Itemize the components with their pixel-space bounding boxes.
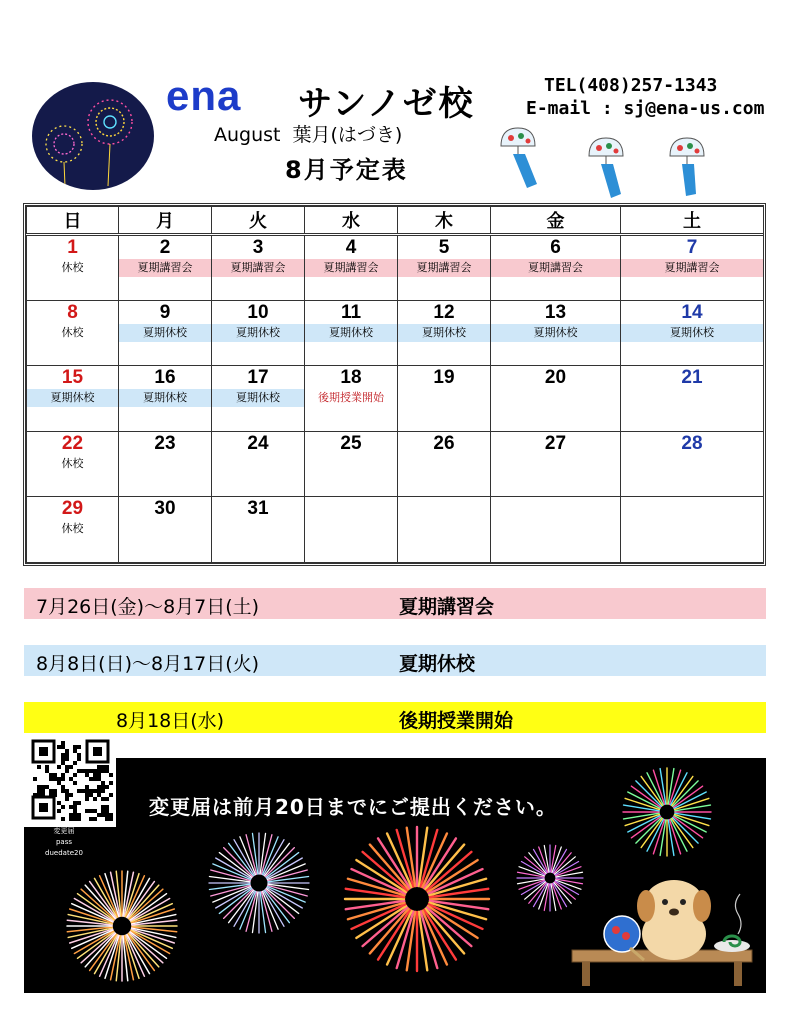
calendar-day-cell [212, 366, 305, 432]
august-calendar [23, 203, 766, 566]
day-number: 25 [340, 432, 362, 454]
day-number: 22 [61, 432, 84, 454]
day-note: 夏期講習会 [119, 259, 211, 277]
month-jp: 葉月(はづき) [292, 124, 403, 146]
calendar-day-cell [212, 497, 305, 563]
calendar-day-cell [305, 431, 398, 497]
email-address: E-mail : sj@ena-us.com [526, 98, 765, 119]
day-number [305, 497, 397, 498]
qr-code-icon [24, 733, 116, 827]
calendar-day-cell [27, 431, 119, 497]
day-note: 休校 [61, 522, 84, 535]
day-number: 31 [247, 498, 269, 519]
fireworks-icon [342, 824, 492, 974]
day-number: 28 [681, 432, 703, 454]
legend-period: 7月26日(金)～8月7日(土) [36, 596, 260, 618]
weekday-sat: 土 [621, 207, 764, 235]
day-note: 夏期休校 [621, 324, 763, 342]
calendar-day-cell [27, 366, 119, 432]
calendar-day-cell [621, 366, 764, 432]
weekday-thu: 木 [398, 207, 491, 235]
day-number: 7 [686, 237, 698, 258]
legend-second-term [24, 702, 766, 733]
legend-label: 夏期休校 [399, 653, 476, 675]
day-note: 夏期休校 [119, 324, 211, 342]
calendar-table [26, 206, 764, 563]
fireworks-circle-illustration [32, 82, 154, 190]
fireworks-notice-panel [24, 758, 766, 993]
day-number: 6 [550, 237, 561, 258]
weekday-sun: 日 [27, 207, 119, 235]
day-number: 4 [345, 237, 357, 258]
month-en: August [214, 124, 281, 146]
calendar-week-row [27, 431, 764, 497]
uchiwa-fan-icon [604, 916, 640, 952]
qr-caption [38, 826, 90, 859]
day-number: 3 [252, 237, 264, 258]
legend-label: 後期授業開始 [399, 710, 514, 732]
calendar-day-cell [305, 235, 398, 301]
ena-logo [166, 78, 284, 118]
day-number: 29 [61, 498, 84, 519]
day-number: 23 [154, 432, 176, 454]
day-note: 休校 [61, 325, 84, 339]
calendar-day-cell [491, 497, 621, 563]
day-note: 夏期講習会 [212, 259, 304, 277]
calendar-week-row [27, 235, 764, 301]
legend-period: 8月8日(日)～8月17日(火) [36, 653, 260, 675]
day-number: 18 [340, 367, 362, 388]
svg-text:ena: ena [166, 78, 242, 118]
calendar-day-cell [305, 300, 398, 366]
calendar-day-cell [621, 497, 764, 563]
qr-caption-code: duedate20 [45, 849, 83, 857]
calendar-week-row [27, 497, 764, 563]
day-number: 19 [433, 367, 455, 388]
day-number: 17 [247, 367, 269, 388]
calendar-day-cell [119, 431, 212, 497]
day-note: 後期授業開始 [318, 391, 384, 404]
calendar-day-cell [398, 300, 491, 366]
day-number: 5 [438, 237, 450, 258]
tel-number: TEL(408)257-1343 [544, 75, 718, 96]
legend-summer-course [24, 588, 766, 619]
calendar-day-cell [119, 366, 212, 432]
day-note: 夏期休校 [212, 389, 304, 407]
calendar-day-cell [27, 235, 119, 301]
day-note: 夏期講習会 [305, 259, 397, 277]
calendar-day-cell [398, 431, 491, 497]
calendar-day-cell [491, 300, 621, 366]
wind-chime-icon [585, 134, 627, 200]
calendar-day-cell [398, 235, 491, 301]
day-number: 16 [154, 367, 176, 388]
day-note: 夏期休校 [119, 389, 211, 407]
weekday-header-row [27, 207, 764, 235]
day-number: 24 [247, 432, 269, 454]
calendar-day-cell [305, 497, 398, 563]
calendar-week-row [27, 300, 764, 366]
day-note: 夏期休校 [491, 324, 620, 342]
weekday-tue: 火 [212, 207, 305, 235]
calendar-day-cell [212, 300, 305, 366]
day-number: 21 [681, 367, 703, 388]
day-number: 2 [159, 237, 171, 258]
day-number: 20 [544, 367, 567, 388]
day-note: 夏期講習会 [398, 259, 490, 277]
fireworks-icon [62, 866, 182, 986]
calendar-day-cell [27, 300, 119, 366]
calendar-day-cell [398, 497, 491, 563]
day-note: 休校 [61, 261, 84, 274]
calendar-day-cell [491, 366, 621, 432]
day-note: 休校 [61, 456, 84, 470]
day-number [491, 497, 620, 498]
day-number: 10 [247, 301, 269, 323]
qr-caption-title: 変更届 [53, 827, 75, 835]
calendar-day-cell [398, 366, 491, 432]
qr-code[interactable] [24, 733, 116, 827]
day-number: 13 [544, 301, 567, 323]
weekday-fri: 金 [491, 207, 621, 235]
calendar-week-row [27, 366, 764, 432]
calendar-day-cell [621, 431, 764, 497]
fireworks-icon [204, 828, 314, 938]
calendar-day-cell [491, 235, 621, 301]
calendar-day-cell [621, 235, 764, 301]
month-line [214, 120, 402, 147]
day-number: 12 [433, 301, 455, 323]
calendar-day-cell [491, 431, 621, 497]
day-note: 夏期休校 [212, 324, 304, 342]
day-note: 夏期講習会 [491, 259, 620, 277]
day-number: 8 [67, 301, 78, 323]
weekday-mon: 月 [119, 207, 212, 235]
calendar-day-cell [212, 431, 305, 497]
day-number: 11 [340, 301, 362, 323]
day-number [621, 497, 763, 498]
legend-label: 夏期講習会 [399, 596, 495, 618]
fireworks-icon [619, 764, 715, 860]
calendar-day-cell [305, 366, 398, 432]
day-number: 15 [61, 367, 84, 388]
calendar-day-cell [212, 235, 305, 301]
day-note: 夏期休校 [305, 324, 397, 342]
wind-chime-icon [666, 134, 708, 200]
calendar-day-cell [621, 300, 764, 366]
wind-chime-icon [497, 124, 539, 190]
day-number: 14 [681, 301, 703, 323]
day-note: 夏期休校 [27, 389, 118, 407]
school-name: サンノゼ校 [298, 84, 475, 124]
day-number: 26 [433, 432, 455, 454]
qr-caption-pass: pass [55, 838, 73, 846]
day-number: 9 [159, 301, 171, 323]
day-number [398, 497, 490, 498]
calendar-day-cell [119, 300, 212, 366]
puppy-on-bench-illustration [562, 876, 762, 988]
day-number: 27 [544, 432, 567, 454]
weekday-wed: 水 [305, 207, 398, 235]
legend-summer-break [24, 645, 766, 676]
day-note: 夏期講習会 [621, 259, 763, 277]
calendar-day-cell [119, 497, 212, 563]
contact-info [526, 74, 764, 120]
calendar-day-cell [119, 235, 212, 301]
day-note: 夏期休校 [398, 324, 490, 342]
schedule-title: 8月予定表 [285, 156, 408, 184]
deadline-notice: 変更届は前月20日までにご提出ください。 [149, 795, 557, 819]
fireworks-icon [32, 82, 154, 190]
day-number: 1 [67, 237, 78, 258]
legend-period: 8月18日(水) [116, 710, 225, 732]
calendar-day-cell [27, 497, 119, 563]
day-number: 30 [154, 498, 176, 519]
